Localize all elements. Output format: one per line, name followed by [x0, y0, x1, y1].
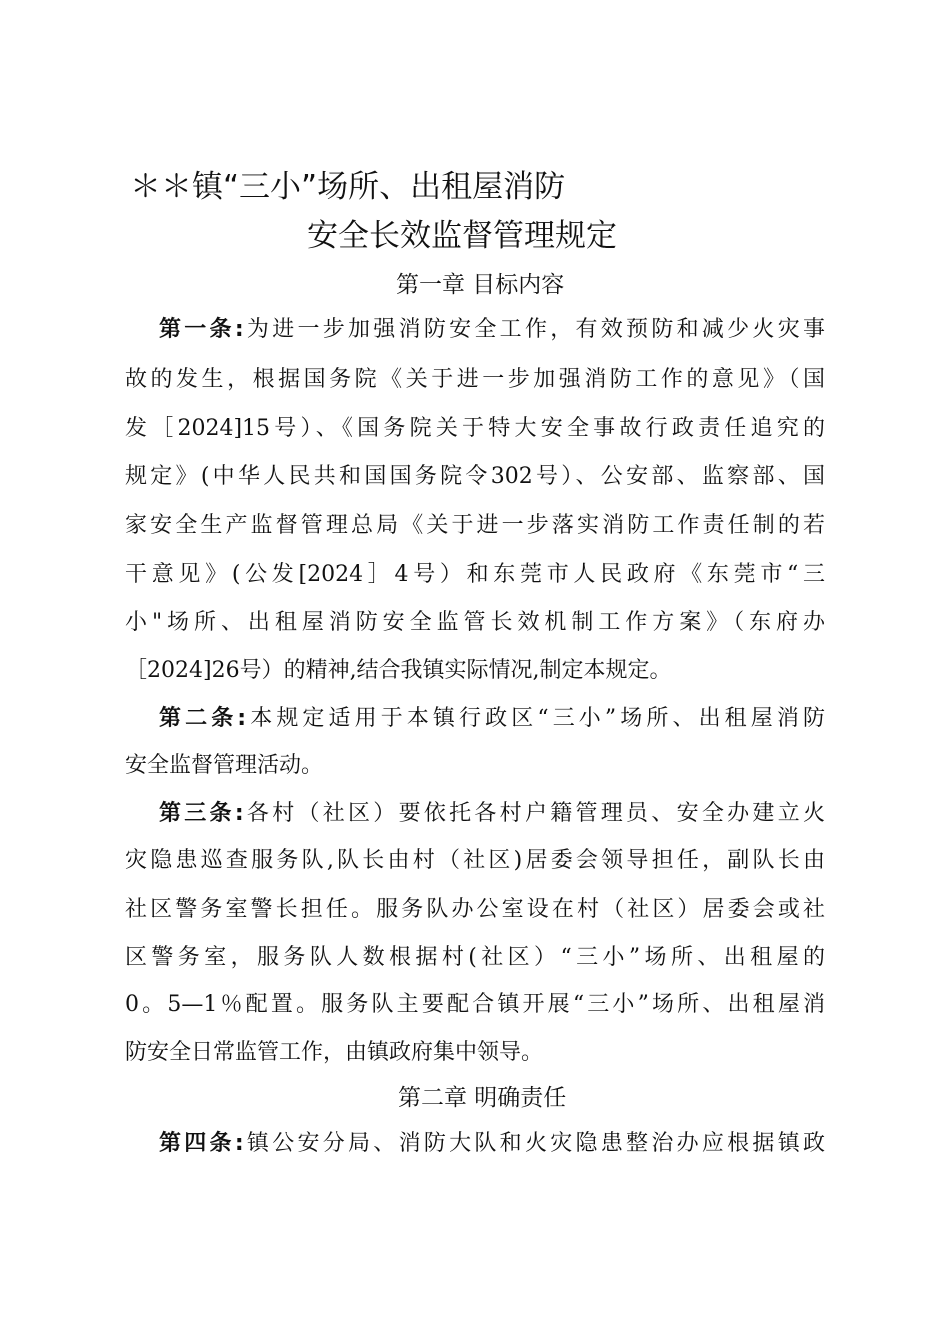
article-3-line-2: 灾隐患巡查服务队,队长由村（社区)居委会领导担任，副队长由	[125, 848, 825, 873]
article-3-text: 各村（社区）要依托各村户籍管理员、安全办建立火	[243, 801, 825, 826]
article-1-line-1	[159, 312, 825, 348]
article-1-line-5: 家安全生产监督管理总局《关于进一步落实消防工作责任制的若	[125, 513, 825, 538]
article-2-label: 第二条:	[159, 706, 247, 731]
article-3-line-6: 防安全日常监管工作，由镇政府集中领导。	[125, 1040, 544, 1065]
article-1-line-7: 小"场所、出租屋消防安全监管长效机制工作方案》（东府办	[125, 610, 825, 635]
article-3-label: 第三条:	[159, 801, 244, 826]
article-2-line-1	[159, 701, 825, 737]
article-1-text: 为进一步加强消防安全工作，有效预防和减少火灾事	[243, 317, 825, 342]
article-2-text: 本规定适用于本镇行政区“三小”场所、出租屋消防	[246, 706, 825, 731]
chapter-heading-1: 第一章 目标内容	[396, 272, 565, 298]
article-1-line-2: 故的发生，根据国务院《关于进一步加强消防工作的意见》（国	[125, 367, 825, 392]
article-3-line-1	[159, 796, 825, 832]
article-3-line-4: 区警务室，服务队人数根据村(社区）“三小”场所、出租屋的	[125, 945, 825, 970]
article-4-line-1	[159, 1126, 825, 1162]
article-1-line-4: 规定》(中华人民共和国国务院令302号）、公安部、监察部、国	[125, 464, 825, 489]
article-1-label: 第一条:	[159, 317, 244, 342]
article-1-line-8: ［2024]26号）的精神,结合我镇实际情况,制定本规定。	[125, 658, 672, 683]
article-3-line-3: 社区警务室警长担任。服务队办公室设在村（社区）居委会或社	[125, 897, 825, 922]
article-4-text: 镇公安分局、消防大队和火灾隐患整治办应根据镇政	[243, 1131, 825, 1156]
document-title-line-2: 安全长效监督管理规定	[307, 218, 617, 254]
article-3-line-5: 0。5—1％配置。服务队主要配合镇开展“三小”场所、出租屋消	[125, 992, 825, 1017]
chapter-heading-2: 第二章 明确责任	[398, 1085, 567, 1111]
document-title-line-1: ＊＊镇“三小”场所、出租屋消防	[130, 169, 566, 205]
article-1-line-6: 干意见》(公发[2024］4号）和东莞市人民政府《东莞市“三	[125, 562, 825, 587]
article-4-label: 第四条:	[159, 1131, 244, 1156]
article-1-line-3: 发［2024]15号）、《国务院关于特大安全事故行政责任追究的	[125, 416, 825, 441]
article-2-line-2: 安全监督管理活动。	[125, 753, 324, 778]
